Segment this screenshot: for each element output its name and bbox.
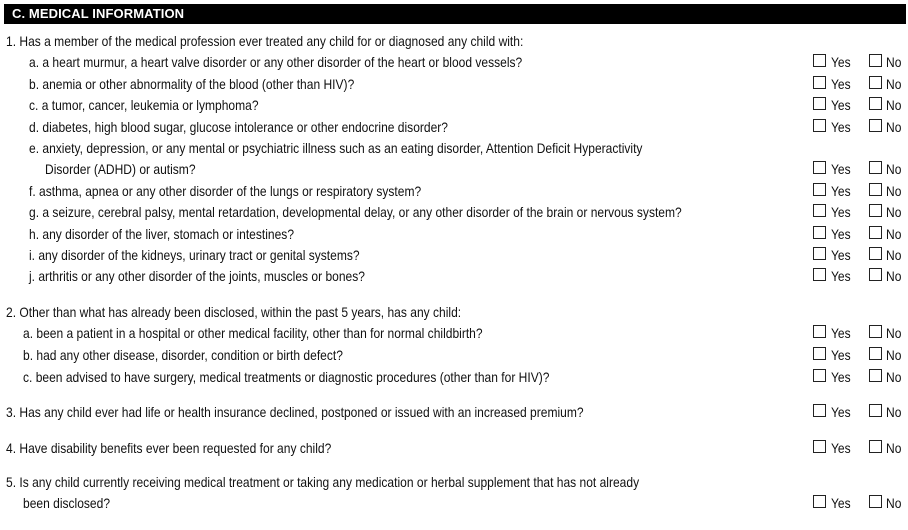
question-1j-no-checkbox[interactable] (869, 268, 882, 281)
question-1g-yes-checkbox[interactable] (813, 204, 826, 217)
question-1a-yes-checkbox[interactable] (813, 54, 826, 67)
yes-label: Yes (831, 495, 851, 511)
question-1i-text: i. any disorder of the kidneys, urinary tract or genital systems? (29, 247, 360, 263)
question-1-text: 1. Has a member of the medical profession ever treated any child for or diagnosed any child with: (6, 33, 524, 49)
yes-label: Yes (831, 325, 851, 341)
yes-label: Yes (831, 247, 851, 263)
yes-label: Yes (831, 369, 851, 385)
yes-label: Yes (831, 404, 851, 420)
no-label: No (886, 76, 902, 92)
no-label: No (886, 183, 902, 199)
question-5-yes-checkbox[interactable] (813, 495, 826, 508)
no-label: No (886, 369, 902, 385)
question-2-text: 2. Other than what has already been disclosed, within the past 5 years, has any child: (6, 304, 462, 320)
no-label: No (886, 440, 902, 456)
no-label: No (886, 161, 902, 177)
question-2c-yes-checkbox[interactable] (813, 369, 826, 382)
question-5-text: 5. Is any child currently receiving medical treatment or taking any medication or herbal supplement that has not already (6, 474, 640, 490)
question-1f-no-checkbox[interactable] (869, 183, 882, 196)
no-label: No (886, 247, 902, 263)
question-4-no-checkbox[interactable] (869, 440, 882, 453)
question-1f-yes-checkbox[interactable] (813, 183, 826, 196)
question-1h-yes-checkbox[interactable] (813, 226, 826, 239)
question-3-no-checkbox[interactable] (869, 404, 882, 417)
no-label: No (886, 204, 902, 220)
yes-label: Yes (831, 268, 851, 284)
question-2a-yes-checkbox[interactable] (813, 325, 826, 338)
question-2b-yes-checkbox[interactable] (813, 347, 826, 360)
yes-label: Yes (831, 440, 851, 456)
question-1h-no-checkbox[interactable] (869, 226, 882, 239)
question-1g-no-checkbox[interactable] (869, 204, 882, 217)
question-1d-yes-checkbox[interactable] (813, 119, 826, 132)
no-label: No (886, 54, 902, 70)
question-5-no-checkbox[interactable] (869, 495, 882, 508)
question-1a-no-checkbox[interactable] (869, 54, 882, 67)
question-1g-text: g. a seizure, cerebral palsy, mental retardation, developmental delay, or any other disorder of the brain or nervous system? (29, 204, 682, 220)
yes-label: Yes (831, 76, 851, 92)
no-label: No (886, 325, 902, 341)
yes-label: Yes (831, 183, 851, 199)
yes-label: Yes (831, 54, 851, 70)
yes-label: Yes (831, 97, 851, 113)
question-1e-text: e. anxiety, depression, or any mental or psychiatric illness such as an eating disorder, Attention Deficit Hyperactivity (29, 140, 643, 156)
question-3-yes-checkbox[interactable] (813, 404, 826, 417)
question-4-text: 4. Have disability benefits ever been requested for any child? (6, 440, 332, 456)
no-label: No (886, 226, 902, 242)
yes-label: Yes (831, 119, 851, 135)
yes-label: Yes (831, 161, 851, 177)
question-1j-text: j. arthritis or any other disorder of the joints, muscles or bones? (29, 268, 365, 284)
question-2a-no-checkbox[interactable] (869, 325, 882, 338)
no-label: No (886, 268, 902, 284)
question-1b-text: b. anemia or other abnormality of the blood (other than HIV)? (29, 76, 355, 92)
section-header: C. MEDICAL INFORMATION (4, 4, 906, 24)
question-1h-text: h. any disorder of the liver, stomach or intestines? (29, 226, 295, 242)
question-1d-text: d. diabetes, high blood sugar, glucose intolerance or other endocrine disorder? (29, 119, 449, 135)
no-label: No (886, 495, 902, 511)
question-1b-no-checkbox[interactable] (869, 76, 882, 89)
question-3-text: 3. Has any child ever had life or health insurance declined, postponed or issued with an increased premium? (6, 404, 584, 420)
question-1b-yes-checkbox[interactable] (813, 76, 826, 89)
question-1j-yes-checkbox[interactable] (813, 268, 826, 281)
question-2a-text: a. been a patient in a hospital or other medical facility, other than for normal childbirth? (23, 325, 483, 341)
question-1i-yes-checkbox[interactable] (813, 247, 826, 260)
no-label: No (886, 347, 902, 363)
no-label: No (886, 97, 902, 113)
question-2b-no-checkbox[interactable] (869, 347, 882, 360)
question-2c-text: c. been advised to have surgery, medical treatments or diagnostic procedures (other than for HIV)? (23, 369, 550, 385)
yes-label: Yes (831, 204, 851, 220)
question-2b-text: b. had any other disease, disorder, condition or birth defect? (23, 347, 343, 363)
yes-label: Yes (831, 347, 851, 363)
question-1c-no-checkbox[interactable] (869, 97, 882, 110)
question-1d-no-checkbox[interactable] (869, 119, 882, 132)
yes-label: Yes (831, 226, 851, 242)
question-2c-no-checkbox[interactable] (869, 369, 882, 382)
question-1e-yes-checkbox[interactable] (813, 161, 826, 174)
no-label: No (886, 119, 902, 135)
question-1a-text: a. a heart murmur, a heart valve disorder or any other disorder of the heart or blood vessels? (29, 54, 523, 70)
question-1i-no-checkbox[interactable] (869, 247, 882, 260)
question-1c-text: c. a tumor, cancer, leukemia or lymphoma? (29, 97, 259, 113)
question-1e-no-checkbox[interactable] (869, 161, 882, 174)
question-4-yes-checkbox[interactable] (813, 440, 826, 453)
question-1e-text-cont: Disorder (ADHD) or autism? (45, 161, 196, 177)
question-1c-yes-checkbox[interactable] (813, 97, 826, 110)
question-1f-text: f. asthma, apnea or any other disorder of the lungs or respiratory system? (29, 183, 422, 199)
no-label: No (886, 404, 902, 420)
question-5-text-cont: been disclosed? (23, 495, 111, 511)
